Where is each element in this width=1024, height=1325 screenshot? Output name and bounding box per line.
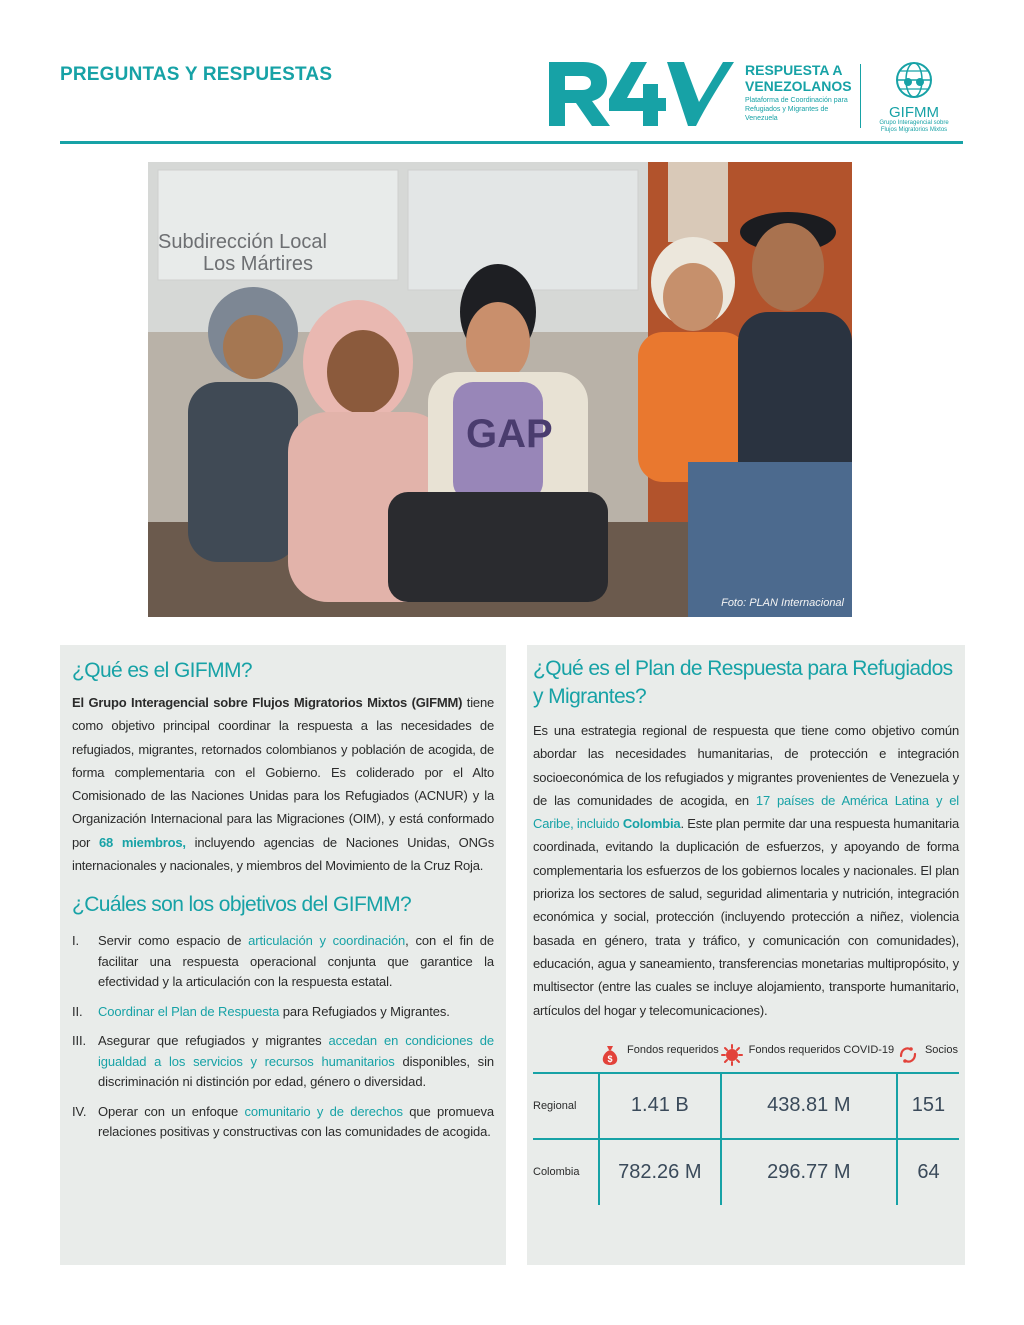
gifmm-full-name: El Grupo Interagencial sobre Flujos Migratorios Mixtos (GIFMM) bbox=[72, 695, 463, 710]
partners-icon bbox=[897, 1044, 919, 1066]
objective-text: disponibles, sin discriminación ni distinción por edad, género o diversidad. bbox=[98, 1053, 494, 1090]
row-label: Regional bbox=[533, 1073, 599, 1139]
header-funds-covid bbox=[721, 1044, 897, 1073]
r4v-logo bbox=[545, 58, 735, 130]
objective-highlight: articulación y coordinación bbox=[248, 933, 406, 949]
money-bag-icon bbox=[599, 1044, 621, 1066]
objective-text: que promueva relaciones positivas y constructivas con las comunidades de acogida. bbox=[98, 1103, 495, 1140]
members-count: 68 miembros, bbox=[99, 834, 186, 850]
row-label: Colombia bbox=[533, 1139, 599, 1205]
table-row-colombia bbox=[533, 1139, 959, 1205]
funds-covid-value: 296.77 M bbox=[721, 1139, 897, 1205]
funds-covid-value: 438.81 M bbox=[721, 1073, 897, 1139]
objective-text: para Refugiados y Migrantes. bbox=[279, 1003, 450, 1019]
objective-number: I. bbox=[72, 933, 80, 949]
gifmm-label: GIFMM bbox=[889, 104, 939, 121]
objective-highlight: Coordinar el Plan de Respuesta bbox=[98, 1003, 280, 1019]
objective-item-4 bbox=[72, 1102, 494, 1143]
shirt-text: GAP bbox=[466, 412, 553, 456]
logo-divider bbox=[860, 64, 861, 128]
header-divider bbox=[60, 141, 963, 144]
logo-line-1: RESPUESTA A bbox=[745, 62, 843, 78]
header-funds-required bbox=[599, 1044, 721, 1073]
colombia-highlight: Colombia bbox=[622, 816, 681, 832]
response-plan-panel bbox=[527, 645, 965, 1265]
question-what-is-gifmm: ¿Qué es el GIFMM? bbox=[72, 659, 253, 682]
svg-text:$: $ bbox=[607, 1053, 613, 1064]
objective-item-3 bbox=[72, 1031, 494, 1093]
table-row-regional bbox=[533, 1073, 959, 1139]
objective-text: , con el fin de facilitar una respuesta operacional conjunta que garantice la efectividad y la articulación con la respuesta estatal. bbox=[98, 933, 495, 990]
header-funds-required-label: Fondos requeridos bbox=[627, 1043, 719, 1056]
photo-credit: Foto: PLAN Internacional bbox=[721, 597, 844, 609]
gifmm-logo bbox=[872, 60, 956, 132]
countries-highlight: 17 países de América Latina y el Caribe, incluido bbox=[533, 792, 959, 832]
question-what-is-response-plan: ¿Qué es el Plan de Respuesta para Refugiados y Migrantes? bbox=[533, 657, 953, 708]
funds-required-value: 782.26 M bbox=[599, 1139, 721, 1205]
window-sign-text-1: Subdirección Local bbox=[158, 231, 327, 253]
window-sign-text-2: Los Mártires bbox=[203, 253, 314, 275]
gifmm-subtitle: Grupo Interagencial sobre Flujos Migratorios Mixtos bbox=[879, 120, 949, 133]
header-partners bbox=[897, 1044, 959, 1073]
objective-highlight: accedan en condiciones de igualdad a los servicios y recursos humanitarios bbox=[98, 1033, 494, 1069]
objective-highlight: comunitario y de derechos bbox=[244, 1103, 403, 1119]
objective-number: III. bbox=[72, 1033, 87, 1049]
objective-item-2 bbox=[72, 1002, 494, 1023]
objective-text: Operar con un enfoque bbox=[98, 1103, 245, 1119]
gifmm-description-part-a: tiene como objetivo principal coordinar la respuesta a las necesidades de refugiados, migrantes, retornados colombianos y población de acogida, de forma complementaria con el Gobierno. Es coliderado por el Alto Comisionado de las Naciones Unidas para los Refugiados (ACNUR) y la Organización Internacional para las Migraciones (OIM), y está conformado por bbox=[72, 695, 494, 850]
r4v-logo-text bbox=[745, 62, 855, 123]
gifmm-description-part-b: incluyendo agencias de Naciones Unidas, ONGs internacionales y nacionales, y miembros del Movimiento de la Cruz Roja. bbox=[72, 834, 494, 874]
response-plan-description bbox=[533, 719, 959, 1022]
objective-number: II. bbox=[72, 1003, 83, 1019]
question-gifmm-objectives: ¿Cuáles son los objetivos del GIFMM? bbox=[72, 893, 412, 917]
logo-subtitle: Plataforma de Coordinación para Refugiados y Migrantes de Venezuela bbox=[745, 97, 848, 122]
table-corner bbox=[533, 1044, 599, 1073]
photo-illustration bbox=[148, 162, 852, 617]
response-plan-text-a: Es una estrategia regional de respuesta que tiene como objetivo común abordar las necesidades humanitarias, de protección e integración socioeconómica de los refugiados y migrantes provenientes de Venezuela y de las comunidades de acogida, en bbox=[533, 723, 959, 808]
objective-text: Asegurar que refugiados y migrantes bbox=[98, 1033, 329, 1049]
objective-item-1 bbox=[72, 931, 494, 993]
funding-table bbox=[533, 1044, 959, 1205]
header-partners-label: Socios bbox=[924, 1043, 958, 1056]
partners-value: 64 bbox=[917, 1160, 940, 1183]
objective-text: Servir como espacio de bbox=[98, 933, 249, 949]
response-plan-text-b: . Este plan permite dar una respuesta humanitaria coordinada, evitando la duplicación de esfuerzos, y apoyando de forma complementaria los esfuerzos de los gobiernos locales y nacionales. El plan prioriza los sectores de salud, seguridad alimentaria y nutrición, integración económica y social, protección (incluyendo protección a niñez, violencia basada en género, trata y tráfico, y comunicación con comunidades), educación, agua y saneamiento, transferencias monetarias multipropósito, y multisector (entre las cuales se incluye alojamiento, transporte humanitario, artículos del hogar y telecomunicaciones). bbox=[533, 816, 959, 1018]
logo-line-2: VENEZOLANOS bbox=[745, 78, 852, 94]
gifmm-description bbox=[72, 691, 494, 877]
gifmm-info-panel bbox=[60, 645, 506, 1265]
family-photo bbox=[148, 162, 852, 617]
virus-icon bbox=[721, 1044, 743, 1066]
objectives-list bbox=[72, 931, 494, 1143]
funds-required-value: 1.41 B bbox=[599, 1073, 721, 1139]
header-funds-covid-label: Fondos requeridos COVID-19 bbox=[748, 1043, 895, 1056]
page-heading: PREGUNTAS Y RESPUESTAS bbox=[60, 64, 333, 85]
partners-value: 151 bbox=[897, 1073, 959, 1139]
objective-number: IV. bbox=[72, 1103, 87, 1119]
globe-icon bbox=[888, 60, 940, 100]
